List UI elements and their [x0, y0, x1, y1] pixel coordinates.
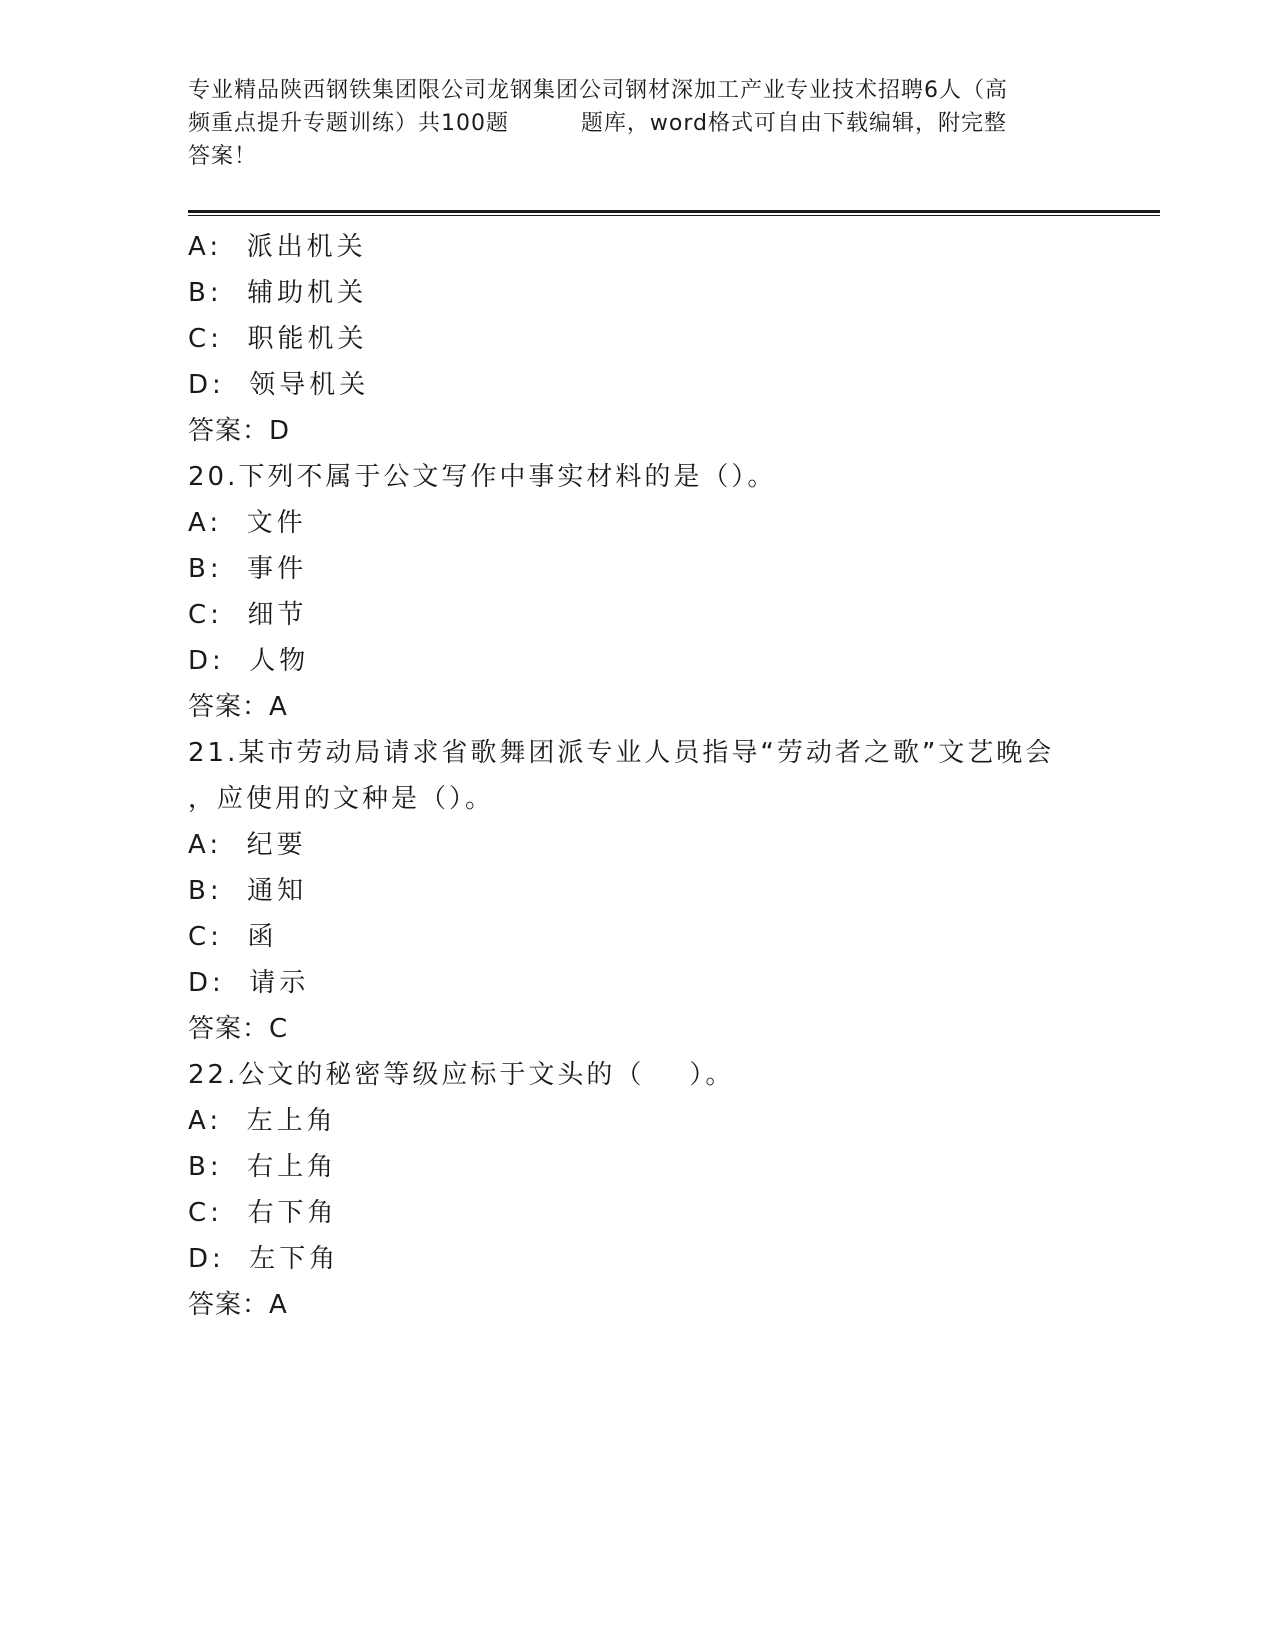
option-a: A: 纪要 — [188, 830, 307, 860]
question-block-22 — [188, 1052, 1088, 1328]
question-block-20 — [188, 454, 1088, 730]
option-b: B: 通知 — [188, 876, 308, 906]
document-header-title: 专业精品陕西钢铁集团限公司龙钢集团公司钢材深加工产业专业技术招聘6人（高 频重点提升专题训练）共100题 题库，word格式可自由下载编辑，附完整 答案！ — [188, 78, 1008, 169]
header-divider-thick — [188, 210, 1160, 213]
question-text: 21.某市劳动局请求省歌舞团派专业人员指导“劳动者之歌”文艺晚会 ，应使用的文种是（）。 — [188, 738, 1055, 814]
question-block-19 — [188, 224, 1088, 454]
answer-line: 答案：A — [188, 692, 288, 722]
answer-line: 答案：A — [188, 1290, 288, 1320]
option-c: C: 函 — [188, 922, 278, 952]
option-d: D: 左下角 — [188, 1244, 340, 1274]
header-divider-thin — [188, 215, 1160, 216]
question-text: 22.公文的秘密等级应标于文头的（ ）。 — [188, 1060, 735, 1090]
option-d: D: 人物 — [188, 646, 310, 676]
answer-line: 答案：C — [188, 1014, 289, 1044]
option-a: A: 文件 — [188, 508, 307, 538]
option-d: D: 请示 — [188, 968, 310, 998]
option-b: B: 辅助机关 — [188, 278, 368, 308]
option-a: A: 派出机关 — [188, 232, 367, 262]
option-c: C: 右下角 — [188, 1198, 338, 1228]
question-text: 20.下列不属于公文写作中事实材料的是（）。 — [188, 462, 777, 492]
option-d: D: 领导机关 — [188, 370, 370, 400]
option-a: A: 左上角 — [188, 1106, 337, 1136]
question-block-21 — [188, 730, 1088, 1052]
option-c: C: 职能机关 — [188, 324, 368, 354]
option-b: B: 右上角 — [188, 1152, 338, 1182]
answer-line: 答案：D — [188, 416, 291, 446]
option-b: B: 事件 — [188, 554, 308, 584]
question-list — [188, 224, 1088, 1328]
option-c: C: 细节 — [188, 600, 308, 630]
